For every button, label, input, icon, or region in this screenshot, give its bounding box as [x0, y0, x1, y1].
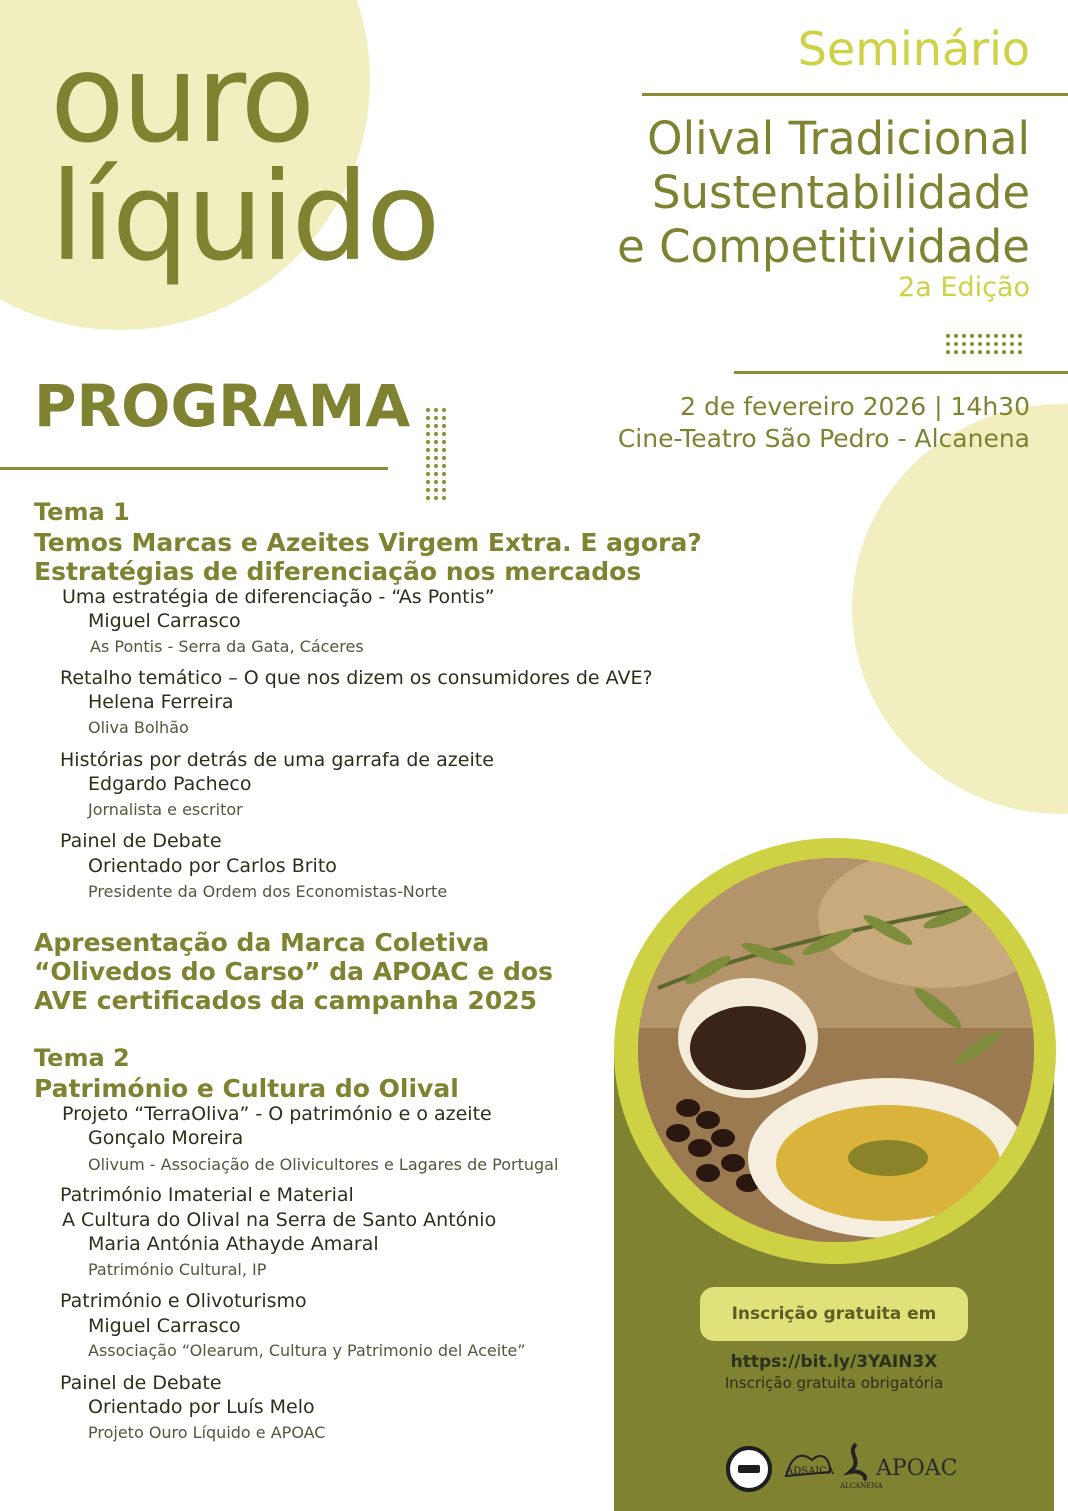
seminar-label: Seminário — [797, 22, 1030, 76]
speaker-org: Projeto Ouro Líquido e APOAC — [88, 1423, 326, 1442]
speaker-name: Helena Ferreira — [88, 691, 234, 713]
speaker-name: Maria Antónia Athayde Amaral — [88, 1233, 379, 1255]
talk-title: Painel de Debate — [60, 1372, 222, 1394]
speaker-org: Olivum - Associação de Olivicultores e Lagares de Portugal — [88, 1155, 559, 1174]
registration-note: Inscrição gratuita obrigatória — [724, 1374, 944, 1392]
title-line-3: e Competitividade — [617, 220, 1030, 273]
divider-top — [642, 93, 1068, 96]
talk-title: Retalho temático – O que nos dizem os consumidores de AVE? — [60, 667, 653, 689]
presentation-line-1: Apresentação da Marca Coletiva — [34, 928, 490, 957]
event-title — [617, 112, 1030, 274]
edition-label: 2a Edição — [898, 272, 1030, 303]
speaker-org: Associação “Olearum, Cultura y Patrimonio del Aceite” — [88, 1341, 526, 1360]
speaker-name: Orientado por Carlos Brito — [88, 855, 337, 877]
decor-circle-right — [852, 404, 1068, 814]
speaker-org: Jornalista e escritor — [88, 800, 243, 819]
talk-subtitle: A Cultura do Olival na Serra de Santo António — [62, 1209, 497, 1231]
programa-heading: PROGRAMA — [34, 372, 411, 440]
talk-title: Património Imaterial e Material — [60, 1184, 354, 1206]
registration-link[interactable]: https://bit.ly/3YAIN3X — [730, 1352, 938, 1372]
speaker-org: Património Cultural, IP — [88, 1260, 267, 1279]
speaker-org: As Pontis - Serra da Gata, Cáceres — [90, 637, 364, 656]
tema2-label: Tema 2 — [34, 1044, 130, 1072]
alcanena-label: ALCANENA — [840, 1482, 883, 1490]
presentation-line-2: “Olivedos do Carso” da APOAC e dos — [34, 957, 553, 986]
dot-grid-top — [946, 334, 1022, 354]
event-date: 2 de fevereiro 2026 | 14h30 — [680, 392, 1030, 421]
speaker-org: Oliva Bolhão — [88, 718, 189, 737]
speaker-name: Orientado por Luís Melo — [88, 1396, 315, 1418]
event-venue: Cine-Teatro São Pedro - Alcanena — [617, 424, 1030, 453]
title-line-1: Olival Tradicional — [647, 112, 1030, 165]
speaker-name: Miguel Carrasco — [88, 610, 241, 632]
tema1-title-2: Estratégias de diferenciação nos mercados — [34, 557, 642, 586]
brand-ouro: ouro — [50, 28, 313, 170]
speaker-name: Gonçalo Moreira — [88, 1127, 244, 1149]
olives-photo — [638, 858, 1034, 1242]
tema2-title: Património e Cultura do Olival — [34, 1074, 459, 1103]
seal-logo-icon — [726, 1446, 772, 1492]
tema1-label: Tema 1 — [34, 498, 130, 526]
title-line-2: Sustentabilidade — [651, 166, 1030, 219]
registration-button[interactable]: Inscrição gratuita em — [700, 1287, 968, 1341]
speaker-org: Presidente da Ordem dos Economistas-Norte — [88, 882, 448, 901]
tema1-title-1: Temos Marcas e Azeites Virgem Extra. E agora? — [34, 528, 702, 557]
talk-title: Painel de Debate — [60, 830, 222, 852]
talk-title: Uma estratégia de diferenciação - “As Pontis” — [62, 586, 495, 608]
adsaica-label: ADSAICA — [786, 1466, 835, 1477]
adsaica-logo — [782, 1448, 834, 1484]
brand-liquido: líquido — [50, 146, 438, 288]
divider-right — [734, 371, 1068, 374]
speaker-name: Miguel Carrasco — [88, 1315, 241, 1337]
talk-title: Património e Olivoturismo — [60, 1290, 307, 1312]
divider-left — [0, 467, 388, 470]
dot-grid-vertical — [426, 408, 446, 500]
speaker-name: Edgardo Pacheco — [88, 773, 252, 795]
talk-title: Histórias por detrás de uma garrafa de azeite — [60, 749, 494, 771]
presentation-line-3: AVE certificados da campanha 2025 — [34, 986, 538, 1015]
apoac-logo: APOAC — [876, 1456, 958, 1481]
talk-title: Projeto “TerraOliva” - O património e o azeite — [62, 1103, 492, 1125]
alcanena-logo — [838, 1442, 883, 1494]
